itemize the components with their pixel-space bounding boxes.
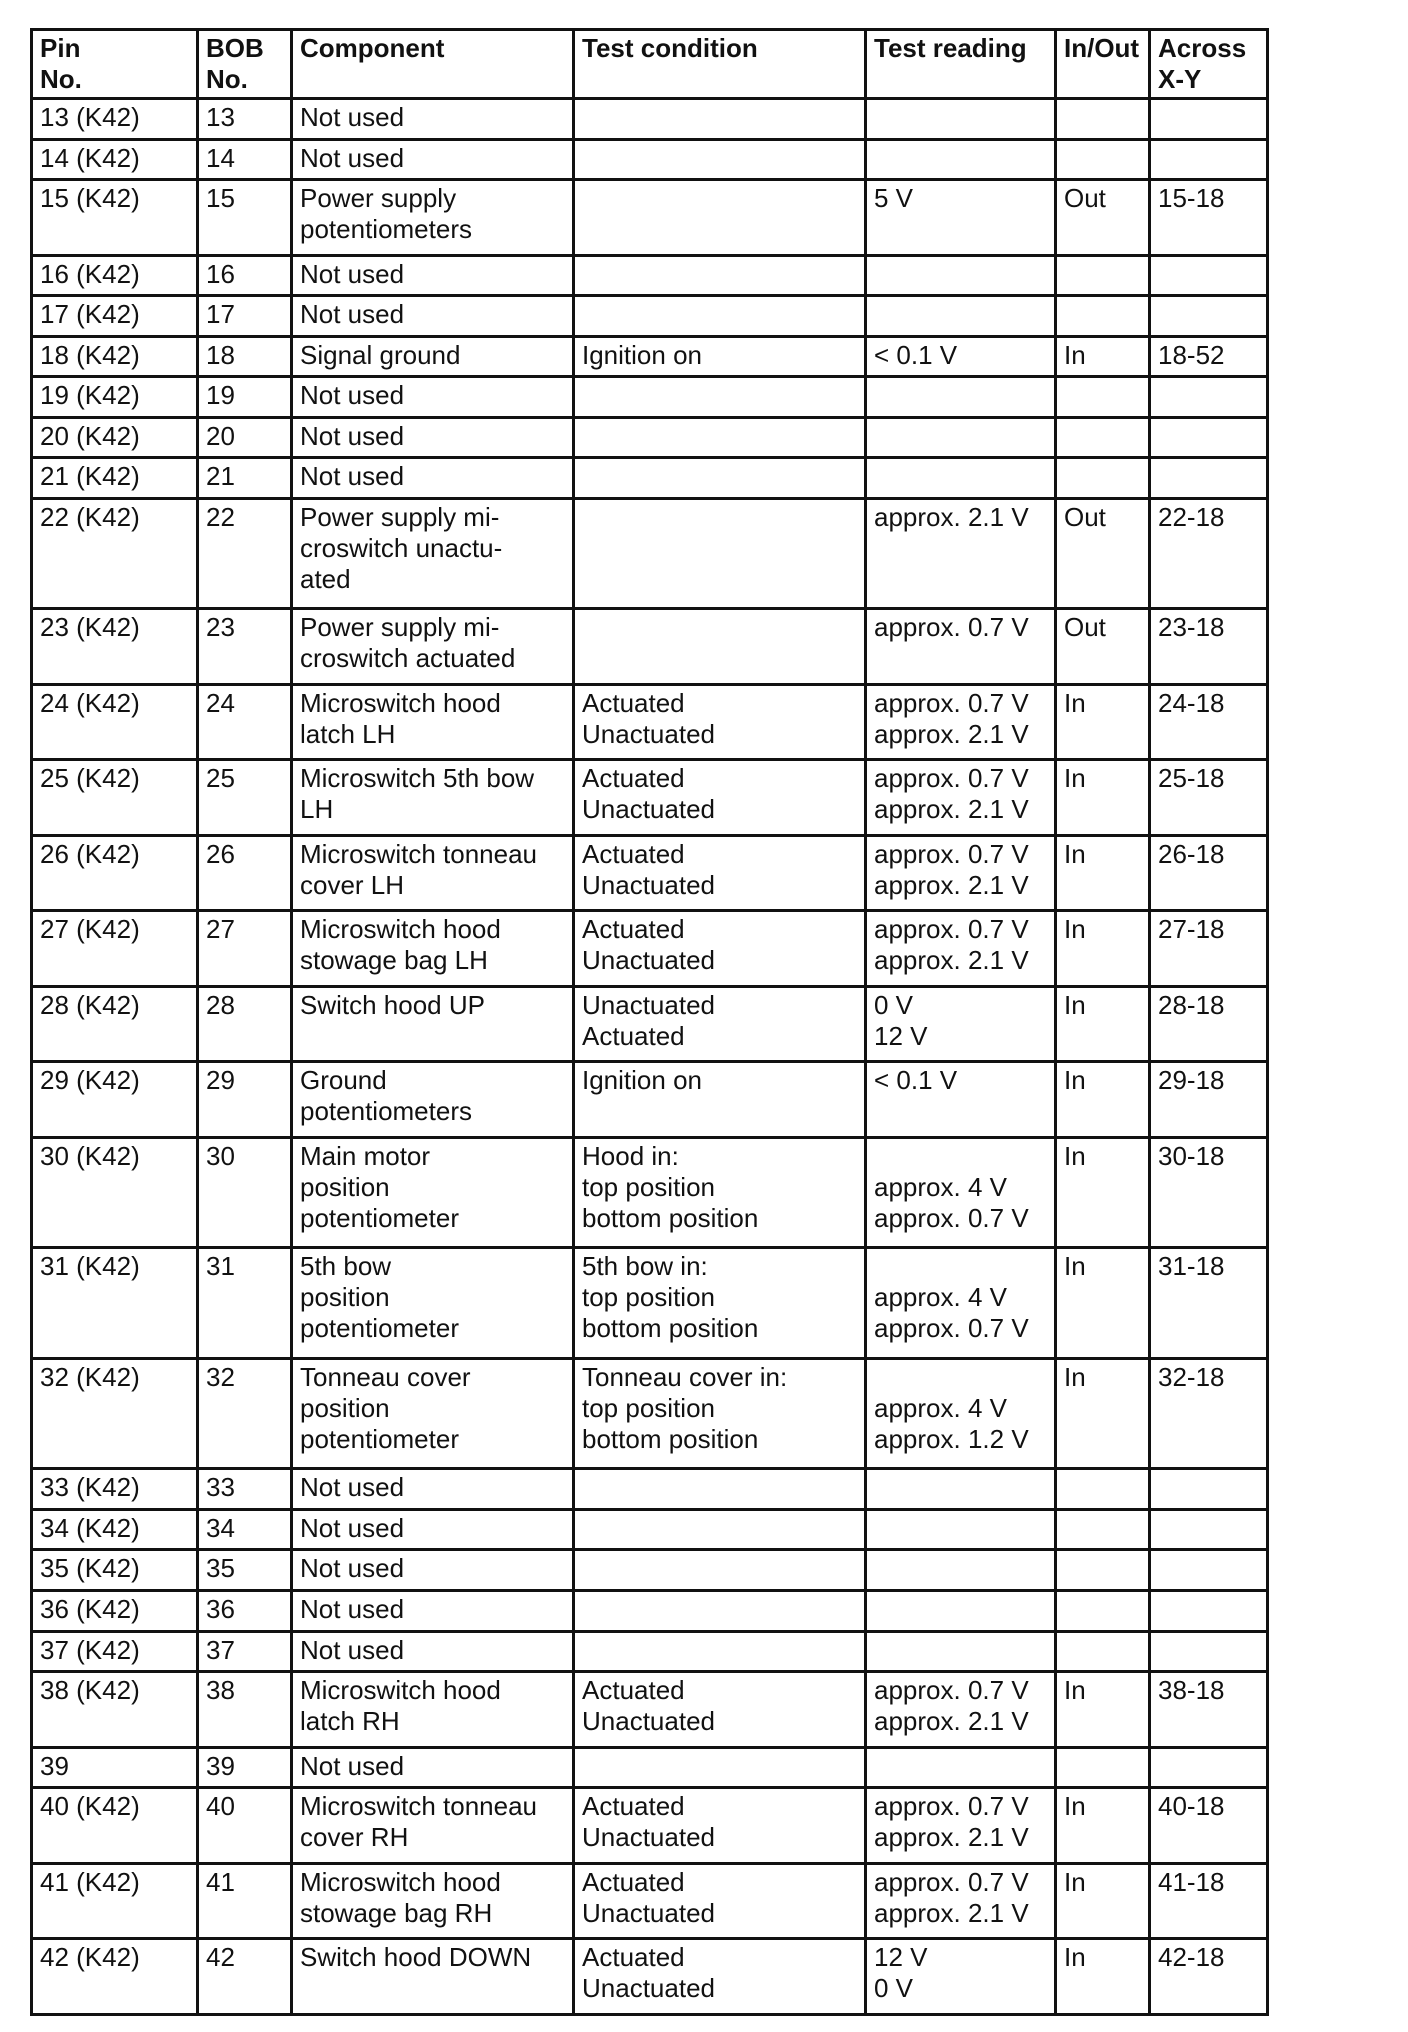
table-row bbox=[32, 180, 1268, 256]
column-header-across-xy: Across X-Y bbox=[1150, 30, 1268, 99]
test-reading-cell: 12 V 0 V bbox=[866, 1939, 1056, 2015]
test-reading-cell bbox=[866, 1631, 1056, 1672]
table-row bbox=[32, 1939, 1268, 2015]
column-header-bob-no: BOB No. bbox=[198, 30, 292, 99]
pin-no-cell: 17 (K42) bbox=[32, 296, 198, 337]
pin-no-cell: 16 (K42) bbox=[32, 255, 198, 296]
in-out-cell: In bbox=[1056, 835, 1150, 911]
test-condition-cell: 5th bow in: top position bottom position bbox=[574, 1248, 866, 1358]
bob-no-cell: 34 bbox=[198, 1509, 292, 1550]
table-row bbox=[32, 255, 1268, 296]
bob-no-cell: 27 bbox=[198, 911, 292, 987]
component-cell: Microswitch tonneau cover LH bbox=[292, 835, 574, 911]
header-row bbox=[32, 30, 1268, 99]
pin-assignment-table bbox=[30, 28, 1269, 2016]
test-reading-cell bbox=[866, 296, 1056, 337]
component-cell: Not used bbox=[292, 255, 574, 296]
test-condition-cell bbox=[574, 1550, 866, 1591]
table-row bbox=[32, 609, 1268, 685]
bob-no-cell: 16 bbox=[198, 255, 292, 296]
in-out-cell: In bbox=[1056, 1248, 1150, 1358]
test-condition-cell: Ignition on bbox=[574, 336, 866, 377]
component-cell: Power supply potentiometers bbox=[292, 180, 574, 256]
in-out-cell bbox=[1056, 255, 1150, 296]
in-out-cell bbox=[1056, 1509, 1150, 1550]
test-reading-cell bbox=[866, 1747, 1056, 1788]
bob-no-cell: 39 bbox=[198, 1747, 292, 1788]
test-condition-cell: Actuated Unactuated bbox=[574, 760, 866, 836]
test-condition-cell bbox=[574, 99, 866, 140]
in-out-cell: In bbox=[1056, 336, 1150, 377]
across-xy-cell: 24-18 bbox=[1150, 684, 1268, 760]
component-cell: Not used bbox=[292, 1550, 574, 1591]
test-condition-cell: Actuated Unactuated bbox=[574, 1863, 866, 1939]
across-xy-cell bbox=[1150, 1631, 1268, 1672]
component-cell: Not used bbox=[292, 296, 574, 337]
across-xy-cell: 31-18 bbox=[1150, 1248, 1268, 1358]
test-condition-cell: Ignition on bbox=[574, 1062, 866, 1138]
bob-no-cell: 41 bbox=[198, 1863, 292, 1939]
test-condition-cell bbox=[574, 180, 866, 256]
pin-no-cell: 20 (K42) bbox=[32, 417, 198, 458]
component-cell: Not used bbox=[292, 1590, 574, 1631]
column-header-test-condition: Test condition bbox=[574, 30, 866, 99]
component-cell: Not used bbox=[292, 377, 574, 418]
bob-no-cell: 24 bbox=[198, 684, 292, 760]
test-condition-cell: Actuated Unactuated bbox=[574, 835, 866, 911]
bob-no-cell: 19 bbox=[198, 377, 292, 418]
column-header-in-out: In/Out bbox=[1056, 30, 1150, 99]
test-reading-cell: approx. 0.7 V approx. 2.1 V bbox=[866, 1863, 1056, 1939]
component-cell: 5th bow position potentiometer bbox=[292, 1248, 574, 1358]
pin-no-cell: 39 bbox=[32, 1747, 198, 1788]
test-condition-cell: Actuated Unactuated bbox=[574, 684, 866, 760]
across-xy-cell: 18-52 bbox=[1150, 336, 1268, 377]
component-cell: Microswitch hood stowage bag LH bbox=[292, 911, 574, 987]
in-out-cell: In bbox=[1056, 1137, 1150, 1247]
bob-no-cell: 17 bbox=[198, 296, 292, 337]
bob-no-cell: 33 bbox=[198, 1469, 292, 1510]
across-xy-cell: 32-18 bbox=[1150, 1358, 1268, 1468]
bob-no-cell: 18 bbox=[198, 336, 292, 377]
bob-no-cell: 38 bbox=[198, 1672, 292, 1748]
across-xy-cell bbox=[1150, 1747, 1268, 1788]
test-condition-cell bbox=[574, 1509, 866, 1550]
in-out-cell: In bbox=[1056, 1788, 1150, 1864]
bob-no-cell: 32 bbox=[198, 1358, 292, 1468]
test-reading-cell: < 0.1 V bbox=[866, 1062, 1056, 1138]
in-out-cell bbox=[1056, 1469, 1150, 1510]
test-reading-cell bbox=[866, 1550, 1056, 1591]
table-row bbox=[32, 99, 1268, 140]
bob-no-cell: 15 bbox=[198, 180, 292, 256]
test-reading-cell: approx. 0.7 V approx. 2.1 V bbox=[866, 911, 1056, 987]
table-row bbox=[32, 1358, 1268, 1468]
pin-no-cell: 13 (K42) bbox=[32, 99, 198, 140]
pin-no-cell: 23 (K42) bbox=[32, 609, 198, 685]
pin-no-cell: 30 (K42) bbox=[32, 1137, 198, 1247]
table-row bbox=[32, 296, 1268, 337]
in-out-cell bbox=[1056, 458, 1150, 499]
test-reading-cell: approx. 0.7 V bbox=[866, 609, 1056, 685]
component-cell: Not used bbox=[292, 1747, 574, 1788]
table-row bbox=[32, 1137, 1268, 1247]
test-condition-cell: Actuated Unactuated bbox=[574, 1939, 866, 2015]
across-xy-cell bbox=[1150, 1469, 1268, 1510]
component-cell: Main motor position potentiometer bbox=[292, 1137, 574, 1247]
component-cell: Not used bbox=[292, 99, 574, 140]
test-condition-cell bbox=[574, 458, 866, 499]
test-condition-cell: Actuated Unactuated bbox=[574, 1672, 866, 1748]
across-xy-cell: 28-18 bbox=[1150, 986, 1268, 1062]
across-xy-cell bbox=[1150, 1550, 1268, 1591]
component-cell: Microswitch hood stowage bag RH bbox=[292, 1863, 574, 1939]
in-out-cell: In bbox=[1056, 1358, 1150, 1468]
table-row bbox=[32, 986, 1268, 1062]
in-out-cell bbox=[1056, 1590, 1150, 1631]
across-xy-cell: 25-18 bbox=[1150, 760, 1268, 836]
test-condition-cell bbox=[574, 1747, 866, 1788]
across-xy-cell bbox=[1150, 296, 1268, 337]
table-row bbox=[32, 1747, 1268, 1788]
component-cell: Switch hood UP bbox=[292, 986, 574, 1062]
test-reading-cell: approx. 0.7 V approx. 2.1 V bbox=[866, 1788, 1056, 1864]
pin-no-cell: 26 (K42) bbox=[32, 835, 198, 911]
bob-no-cell: 26 bbox=[198, 835, 292, 911]
bob-no-cell: 22 bbox=[198, 499, 292, 609]
in-out-cell: Out bbox=[1056, 609, 1150, 685]
table-row bbox=[32, 1248, 1268, 1358]
test-condition-cell bbox=[574, 417, 866, 458]
test-condition-cell: Actuated Unactuated bbox=[574, 911, 866, 987]
table-row bbox=[32, 835, 1268, 911]
table-row bbox=[32, 499, 1268, 609]
in-out-cell bbox=[1056, 1550, 1150, 1591]
test-reading-cell: approx. 4 V approx. 0.7 V bbox=[866, 1248, 1056, 1358]
table-row bbox=[32, 1509, 1268, 1550]
column-header-test-reading: Test reading bbox=[866, 30, 1056, 99]
component-cell: Microswitch 5th bow LH bbox=[292, 760, 574, 836]
pin-no-cell: 24 (K42) bbox=[32, 684, 198, 760]
test-condition-cell: Hood in: top position bottom position bbox=[574, 1137, 866, 1247]
component-cell: Tonneau cover position potentiometer bbox=[292, 1358, 574, 1468]
across-xy-cell bbox=[1150, 1590, 1268, 1631]
table-row bbox=[32, 684, 1268, 760]
pin-no-cell: 27 (K42) bbox=[32, 911, 198, 987]
test-reading-cell bbox=[866, 255, 1056, 296]
bob-no-cell: 37 bbox=[198, 1631, 292, 1672]
pin-no-cell: 28 (K42) bbox=[32, 986, 198, 1062]
pin-no-cell: 42 (K42) bbox=[32, 1939, 198, 2015]
in-out-cell bbox=[1056, 417, 1150, 458]
in-out-cell bbox=[1056, 1631, 1150, 1672]
pin-no-cell: 35 (K42) bbox=[32, 1550, 198, 1591]
across-xy-cell: 27-18 bbox=[1150, 911, 1268, 987]
table-row bbox=[32, 1469, 1268, 1510]
in-out-cell: In bbox=[1056, 684, 1150, 760]
in-out-cell bbox=[1056, 377, 1150, 418]
bob-no-cell: 35 bbox=[198, 1550, 292, 1591]
test-reading-cell bbox=[866, 458, 1056, 499]
table-row bbox=[32, 1590, 1268, 1631]
across-xy-cell: 26-18 bbox=[1150, 835, 1268, 911]
test-reading-cell: 5 V bbox=[866, 180, 1056, 256]
bob-no-cell: 28 bbox=[198, 986, 292, 1062]
component-cell: Not used bbox=[292, 1631, 574, 1672]
in-out-cell bbox=[1056, 139, 1150, 180]
test-condition-cell bbox=[574, 296, 866, 337]
table-body bbox=[32, 99, 1268, 2015]
test-reading-cell: approx. 0.7 V approx. 2.1 V bbox=[866, 760, 1056, 836]
component-cell: Microswitch hood latch RH bbox=[292, 1672, 574, 1748]
pin-no-cell: 21 (K42) bbox=[32, 458, 198, 499]
across-xy-cell: 42-18 bbox=[1150, 1939, 1268, 2015]
in-out-cell: In bbox=[1056, 1863, 1150, 1939]
test-reading-cell: approx. 4 V approx. 0.7 V bbox=[866, 1137, 1056, 1247]
test-condition-cell bbox=[574, 139, 866, 180]
pin-no-cell: 14 (K42) bbox=[32, 139, 198, 180]
in-out-cell: In bbox=[1056, 1939, 1150, 2015]
across-xy-cell bbox=[1150, 417, 1268, 458]
table-row bbox=[32, 1672, 1268, 1748]
component-cell: Switch hood DOWN bbox=[292, 1939, 574, 2015]
table-row bbox=[32, 760, 1268, 836]
test-reading-cell bbox=[866, 1590, 1056, 1631]
test-condition-cell bbox=[574, 377, 866, 418]
bob-no-cell: 25 bbox=[198, 760, 292, 836]
pin-no-cell: 32 (K42) bbox=[32, 1358, 198, 1468]
component-cell: Microswitch tonneau cover RH bbox=[292, 1788, 574, 1864]
test-condition-cell: Unactuated Actuated bbox=[574, 986, 866, 1062]
bob-no-cell: 30 bbox=[198, 1137, 292, 1247]
component-cell: Not used bbox=[292, 458, 574, 499]
bob-no-cell: 13 bbox=[198, 99, 292, 140]
table-row bbox=[32, 1550, 1268, 1591]
table-row bbox=[32, 377, 1268, 418]
pin-no-cell: 31 (K42) bbox=[32, 1248, 198, 1358]
column-header-pin-no: Pin No. bbox=[32, 30, 198, 99]
pin-no-cell: 41 (K42) bbox=[32, 1863, 198, 1939]
pin-no-cell: 38 (K42) bbox=[32, 1672, 198, 1748]
pin-no-cell: 33 (K42) bbox=[32, 1469, 198, 1510]
test-reading-cell: approx. 0.7 V approx. 2.1 V bbox=[866, 1672, 1056, 1748]
in-out-cell bbox=[1056, 1747, 1150, 1788]
across-xy-cell bbox=[1150, 99, 1268, 140]
pin-no-cell: 36 (K42) bbox=[32, 1590, 198, 1631]
component-cell: Not used bbox=[292, 1469, 574, 1510]
test-condition-cell bbox=[574, 1469, 866, 1510]
table-row bbox=[32, 458, 1268, 499]
component-cell: Not used bbox=[292, 417, 574, 458]
test-condition-cell: Tonneau cover in: top position bottom position bbox=[574, 1358, 866, 1468]
in-out-cell: In bbox=[1056, 911, 1150, 987]
component-cell: Not used bbox=[292, 139, 574, 180]
across-xy-cell bbox=[1150, 255, 1268, 296]
test-reading-cell: approx. 0.7 V approx. 2.1 V bbox=[866, 684, 1056, 760]
pin-no-cell: 15 (K42) bbox=[32, 180, 198, 256]
in-out-cell: In bbox=[1056, 760, 1150, 836]
test-reading-cell: approx. 0.7 V approx. 2.1 V bbox=[866, 835, 1056, 911]
table-row bbox=[32, 1631, 1268, 1672]
across-xy-cell: 23-18 bbox=[1150, 609, 1268, 685]
across-xy-cell bbox=[1150, 139, 1268, 180]
across-xy-cell: 22-18 bbox=[1150, 499, 1268, 609]
test-reading-cell bbox=[866, 417, 1056, 458]
bob-no-cell: 31 bbox=[198, 1248, 292, 1358]
across-xy-cell: 29-18 bbox=[1150, 1062, 1268, 1138]
bob-no-cell: 29 bbox=[198, 1062, 292, 1138]
pin-no-cell: 34 (K42) bbox=[32, 1509, 198, 1550]
in-out-cell: Out bbox=[1056, 180, 1150, 256]
across-xy-cell: 40-18 bbox=[1150, 1788, 1268, 1864]
bob-no-cell: 21 bbox=[198, 458, 292, 499]
test-reading-cell bbox=[866, 1509, 1056, 1550]
bob-no-cell: 36 bbox=[198, 1590, 292, 1631]
test-reading-cell: approx. 4 V approx. 1.2 V bbox=[866, 1358, 1056, 1468]
bob-no-cell: 42 bbox=[198, 1939, 292, 2015]
test-condition-cell bbox=[574, 1590, 866, 1631]
in-out-cell: In bbox=[1056, 986, 1150, 1062]
test-reading-cell bbox=[866, 1469, 1056, 1510]
bob-no-cell: 20 bbox=[198, 417, 292, 458]
table-row bbox=[32, 417, 1268, 458]
component-cell: Microswitch hood latch LH bbox=[292, 684, 574, 760]
test-reading-cell: approx. 2.1 V bbox=[866, 499, 1056, 609]
table-row bbox=[32, 139, 1268, 180]
table-row bbox=[32, 1062, 1268, 1138]
bob-no-cell: 23 bbox=[198, 609, 292, 685]
across-xy-cell: 30-18 bbox=[1150, 1137, 1268, 1247]
across-xy-cell: 15-18 bbox=[1150, 180, 1268, 256]
test-condition-cell bbox=[574, 255, 866, 296]
pin-no-cell: 25 (K42) bbox=[32, 760, 198, 836]
test-reading-cell: 0 V 12 V bbox=[866, 986, 1056, 1062]
test-reading-cell bbox=[866, 377, 1056, 418]
in-out-cell: Out bbox=[1056, 499, 1150, 609]
across-xy-cell bbox=[1150, 458, 1268, 499]
test-reading-cell bbox=[866, 99, 1056, 140]
component-cell: Ground potentiometers bbox=[292, 1062, 574, 1138]
component-cell: Signal ground bbox=[292, 336, 574, 377]
table-row bbox=[32, 336, 1268, 377]
pin-no-cell: 22 (K42) bbox=[32, 499, 198, 609]
across-xy-cell bbox=[1150, 377, 1268, 418]
table-row bbox=[32, 911, 1268, 987]
across-xy-cell: 41-18 bbox=[1150, 1863, 1268, 1939]
pin-no-cell: 29 (K42) bbox=[32, 1062, 198, 1138]
in-out-cell bbox=[1056, 296, 1150, 337]
pin-no-cell: 40 (K42) bbox=[32, 1788, 198, 1864]
test-condition-cell: Actuated Unactuated bbox=[574, 1788, 866, 1864]
component-cell: Power supply mi- croswitch actuated bbox=[292, 609, 574, 685]
pin-no-cell: 19 (K42) bbox=[32, 377, 198, 418]
across-xy-cell: 38-18 bbox=[1150, 1672, 1268, 1748]
table-row bbox=[32, 1863, 1268, 1939]
test-reading-cell: < 0.1 V bbox=[866, 336, 1056, 377]
component-cell: Not used bbox=[292, 1509, 574, 1550]
test-condition-cell bbox=[574, 499, 866, 609]
across-xy-cell bbox=[1150, 1509, 1268, 1550]
table-row bbox=[32, 1788, 1268, 1864]
column-header-component: Component bbox=[292, 30, 574, 99]
in-out-cell: In bbox=[1056, 1672, 1150, 1748]
pin-no-cell: 18 (K42) bbox=[32, 336, 198, 377]
pin-no-cell: 37 (K42) bbox=[32, 1631, 198, 1672]
bob-no-cell: 40 bbox=[198, 1788, 292, 1864]
in-out-cell bbox=[1056, 99, 1150, 140]
in-out-cell: In bbox=[1056, 1062, 1150, 1138]
bob-no-cell: 14 bbox=[198, 139, 292, 180]
test-reading-cell bbox=[866, 139, 1056, 180]
component-cell: Power supply mi- croswitch unactu- ated bbox=[292, 499, 574, 609]
test-condition-cell bbox=[574, 1631, 866, 1672]
test-condition-cell bbox=[574, 609, 866, 685]
